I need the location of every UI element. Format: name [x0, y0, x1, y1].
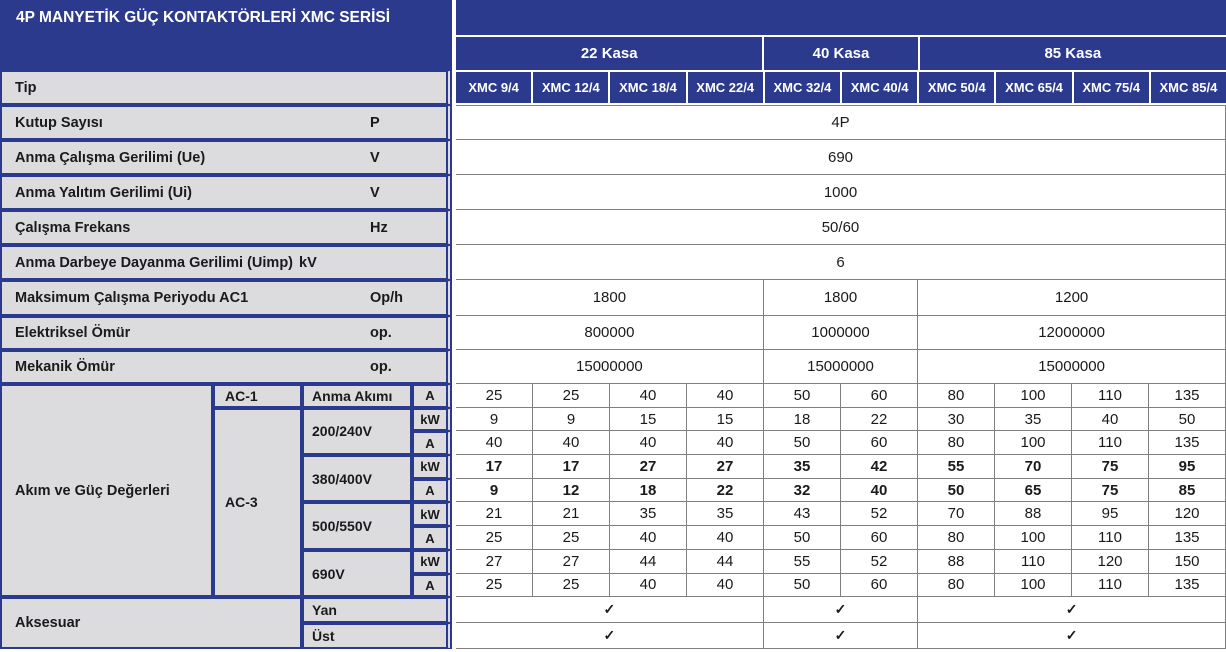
value-cell: 25	[533, 574, 610, 598]
value-cell: 40	[841, 479, 918, 503]
value-cell: 40	[610, 431, 687, 455]
value-cell: 135	[1149, 526, 1226, 550]
frame-size-row	[456, 37, 1226, 70]
spec-value: 6	[456, 245, 1226, 280]
model-header: XMC 75/4	[1074, 72, 1149, 103]
value-cell: 40	[456, 431, 533, 455]
check-icon: ✓	[834, 627, 847, 644]
spec-label	[0, 350, 452, 384]
model-header: XMC 85/4	[1151, 72, 1226, 103]
value-cell: 32	[764, 479, 841, 503]
spec-label-text: Anma Darbeye Dayanma Gerilimi (Uimp)	[15, 254, 294, 271]
value-cell: 100	[995, 431, 1072, 455]
value-cell: 40	[1072, 408, 1149, 432]
value-cell: 40	[687, 526, 764, 550]
check-icon: ✓	[1065, 601, 1078, 618]
spec-value: 800000	[456, 316, 764, 350]
value-cell: 80	[918, 526, 995, 550]
check-cell	[764, 597, 918, 623]
header-spacer	[456, 0, 1226, 35]
check-icon: ✓	[603, 627, 616, 644]
value-cell: 25	[456, 384, 533, 408]
value-cell: 60	[841, 431, 918, 455]
value-cell: 18	[610, 479, 687, 503]
spec-value: 4P	[456, 105, 1226, 140]
value-cell: 25	[456, 526, 533, 550]
check-cell	[918, 597, 1226, 623]
spec-row-ue	[0, 140, 1226, 175]
value-cell: 40	[610, 384, 687, 408]
value-cell: 60	[841, 526, 918, 550]
value-cell: 75	[1072, 479, 1149, 503]
voltage-block-380-400	[302, 455, 1226, 502]
value-cell: 21	[533, 502, 610, 526]
spec-label	[0, 280, 452, 316]
spec-row-frekans	[0, 210, 1226, 245]
value-cell: 120	[1149, 502, 1226, 526]
value-cell: 95	[1149, 455, 1226, 479]
power-section-label: Akım ve Güç Değerleri	[0, 384, 213, 597]
value-cell: 25	[533, 384, 610, 408]
spec-row-mekanik	[0, 350, 1226, 384]
spec-label-text: Anma Yalıtım Gerilimi (Ui)	[15, 184, 193, 201]
value-cell: 135	[1149, 431, 1226, 455]
accessory-label: Aksesuar	[0, 597, 302, 649]
ac1-label: AC-1	[213, 384, 302, 408]
model-headers	[456, 70, 1226, 105]
value-cell: 60	[841, 574, 918, 598]
value-cell: 50	[764, 574, 841, 598]
value-cell: 17	[533, 455, 610, 479]
unit-label: Hz	[370, 219, 388, 236]
value-cell: 50	[764, 384, 841, 408]
value-cell: 50	[1149, 408, 1226, 432]
utilization-category-column	[213, 384, 302, 597]
spec-label-text: Kutup Sayısı	[15, 114, 103, 131]
model-header: XMC 50/4	[919, 72, 994, 103]
check-cell	[764, 623, 918, 649]
spec-label-text: Çalışma Frekans	[15, 219, 131, 236]
spec-label-text: Maksimum Çalışma Periyodu AC1	[15, 290, 249, 306]
value-cell: 75	[1072, 455, 1149, 479]
check-cell	[918, 623, 1226, 649]
value-cell: 27	[533, 550, 610, 574]
accessory-row-yan	[302, 597, 1226, 623]
tip-label: Tip	[0, 70, 452, 105]
rated-current-row	[302, 384, 1226, 408]
spec-row-elektriksel	[0, 316, 1226, 350]
spec-label	[0, 105, 452, 140]
accessory-yan-label: Yan	[302, 597, 452, 623]
voltage-block-500-550	[302, 502, 1226, 549]
voltage-label-690: 690V	[302, 550, 412, 597]
model-header: XMC 65/4	[996, 72, 1071, 103]
model-header: XMC 18/4	[610, 72, 685, 103]
voltage-block-200-240	[302, 408, 1226, 455]
unit-cell-a: A	[412, 384, 452, 408]
spec-row-kutup	[0, 105, 1226, 140]
value-cell: 120	[1072, 550, 1149, 574]
value-cell: 35	[995, 408, 1072, 432]
unit-label: Op/h	[370, 290, 404, 306]
unit-label: op.	[370, 325, 392, 341]
unit-cell-a: A	[412, 526, 452, 550]
voltage-label-500-550: 500/550V	[302, 502, 412, 549]
value-cell: 80	[918, 431, 995, 455]
value-cell: 65	[995, 479, 1072, 503]
check-cell	[456, 623, 764, 649]
spec-row-ui	[0, 175, 1226, 210]
value-cell: 55	[764, 550, 841, 574]
spec-label	[0, 175, 452, 210]
value-cell: 55	[918, 455, 995, 479]
model-header: XMC 40/4	[842, 72, 917, 103]
spec-value: 1800	[456, 280, 764, 316]
value-cell: 15	[610, 408, 687, 432]
spec-label	[0, 140, 452, 175]
value-cell: 35	[764, 455, 841, 479]
unit-cell-a: A	[412, 574, 452, 598]
check-icon: ✓	[834, 601, 847, 618]
unit-cell-kw: kW	[412, 550, 452, 574]
value-cell: 25	[456, 574, 533, 598]
value-cell: 35	[610, 502, 687, 526]
value-cell: 22	[841, 408, 918, 432]
spec-value: 1200	[918, 280, 1226, 316]
unit-cell-kw: kW	[412, 455, 452, 479]
spec-row-uimp	[0, 245, 1226, 280]
value-cell: 110	[1072, 574, 1149, 598]
value-cell: 50	[764, 431, 841, 455]
value-cell: 44	[610, 550, 687, 574]
value-cell: 30	[918, 408, 995, 432]
spec-label-text: Elektriksel Ömür	[15, 325, 131, 341]
check-icon: ✓	[1065, 627, 1078, 644]
unit-cell-kw: kW	[412, 408, 452, 432]
sheet-title: 4P MANYETİK GÜÇ KONTAKTÖRLERİ XMC SERİSİ	[0, 0, 452, 70]
ac3-label: AC-3	[213, 408, 302, 598]
value-cell: 110	[995, 550, 1072, 574]
spec-value: 1000000	[764, 316, 918, 350]
voltage-block-690	[302, 550, 1226, 597]
value-cell: 42	[841, 455, 918, 479]
unit-label: kV	[299, 254, 317, 271]
spec-value: 15000000	[764, 350, 918, 384]
value-cell: 100	[995, 526, 1072, 550]
spec-label	[0, 245, 452, 280]
value-cell: 9	[456, 408, 533, 432]
frame-group-40kasa: 40 Kasa	[764, 37, 917, 70]
spec-value: 12000000	[918, 316, 1226, 350]
value-cell: 52	[841, 550, 918, 574]
value-cell: 80	[918, 574, 995, 598]
value-cell: 27	[687, 455, 764, 479]
spec-value: 1000	[456, 175, 1226, 210]
value-cell: 9	[456, 479, 533, 503]
value-cell: 85	[1149, 479, 1226, 503]
value-cell: 12	[533, 479, 610, 503]
accessory-ust-label: Üst	[302, 623, 452, 649]
value-cell: 22	[687, 479, 764, 503]
value-cell: 88	[918, 550, 995, 574]
frame-group-22kasa: 22 Kasa	[456, 37, 762, 70]
value-cell: 35	[687, 502, 764, 526]
value-cell: 135	[1149, 384, 1226, 408]
value-cell: 100	[995, 384, 1072, 408]
unit-cell-kw: kW	[412, 502, 452, 526]
value-cell: 135	[1149, 574, 1226, 598]
value-cell: 27	[456, 550, 533, 574]
unit-label: V	[370, 149, 380, 166]
accessory-section	[0, 597, 1226, 649]
value-cell: 70	[918, 502, 995, 526]
unit-cell-a: A	[412, 479, 452, 503]
value-cell: 150	[1149, 550, 1226, 574]
value-cell: 88	[995, 502, 1072, 526]
model-header: XMC 9/4	[456, 72, 531, 103]
spec-value: 690	[456, 140, 1226, 175]
value-cell: 15	[687, 408, 764, 432]
value-cell: 95	[1072, 502, 1149, 526]
value-cell: 40	[533, 431, 610, 455]
voltage-label-200-240: 200/240V	[302, 408, 412, 455]
check-icon: ✓	[603, 601, 616, 618]
spec-row-periyot	[0, 280, 1226, 316]
accessory-row-ust	[302, 623, 1226, 649]
value-cell: 110	[1072, 526, 1149, 550]
spec-label	[0, 316, 452, 350]
value-cell: 40	[687, 574, 764, 598]
spec-value: 15000000	[456, 350, 764, 384]
value-cell: 40	[687, 384, 764, 408]
value-cell: 80	[918, 384, 995, 408]
value-cell: 27	[610, 455, 687, 479]
unit-label: op.	[370, 359, 392, 375]
value-cell: 40	[610, 526, 687, 550]
model-header: XMC 22/4	[688, 72, 763, 103]
power-section	[0, 384, 1226, 597]
spec-label	[0, 210, 452, 245]
frame-group-85kasa: 85 Kasa	[920, 37, 1226, 70]
value-cell: 110	[1072, 384, 1149, 408]
value-cell: 70	[995, 455, 1072, 479]
value-cell: 40	[610, 574, 687, 598]
unit-label: P	[370, 114, 380, 131]
value-cell: 110	[1072, 431, 1149, 455]
value-cell: 100	[995, 574, 1072, 598]
unit-label: V	[370, 184, 380, 201]
value-cell: 52	[841, 502, 918, 526]
rated-current-label: Anma Akımı	[302, 384, 412, 408]
spec-label-text: Mekanik Ömür	[15, 359, 115, 375]
voltage-label-380-400: 380/400V	[302, 455, 412, 502]
spec-value: 15000000	[918, 350, 1226, 384]
value-cell: 18	[764, 408, 841, 432]
value-cell: 50	[918, 479, 995, 503]
value-cell: 25	[533, 526, 610, 550]
model-header: XMC 12/4	[533, 72, 608, 103]
header-row	[0, 0, 1226, 70]
value-cell: 60	[841, 384, 918, 408]
check-cell	[456, 597, 764, 623]
value-cell: 44	[687, 550, 764, 574]
unit-cell-a: A	[412, 431, 452, 455]
model-row	[0, 70, 1226, 105]
value-cell: 9	[533, 408, 610, 432]
spec-value: 50/60	[456, 210, 1226, 245]
value-cell: 43	[764, 502, 841, 526]
model-header: XMC 32/4	[765, 72, 840, 103]
frame-size-header	[456, 0, 1226, 70]
value-cell: 21	[456, 502, 533, 526]
value-cell: 40	[687, 431, 764, 455]
value-cell: 50	[764, 526, 841, 550]
spec-label-text: Anma Çalışma Gerilimi (Ue)	[15, 149, 206, 166]
spec-value: 1800	[764, 280, 918, 316]
power-grid	[302, 384, 1226, 597]
value-cell: 17	[456, 455, 533, 479]
